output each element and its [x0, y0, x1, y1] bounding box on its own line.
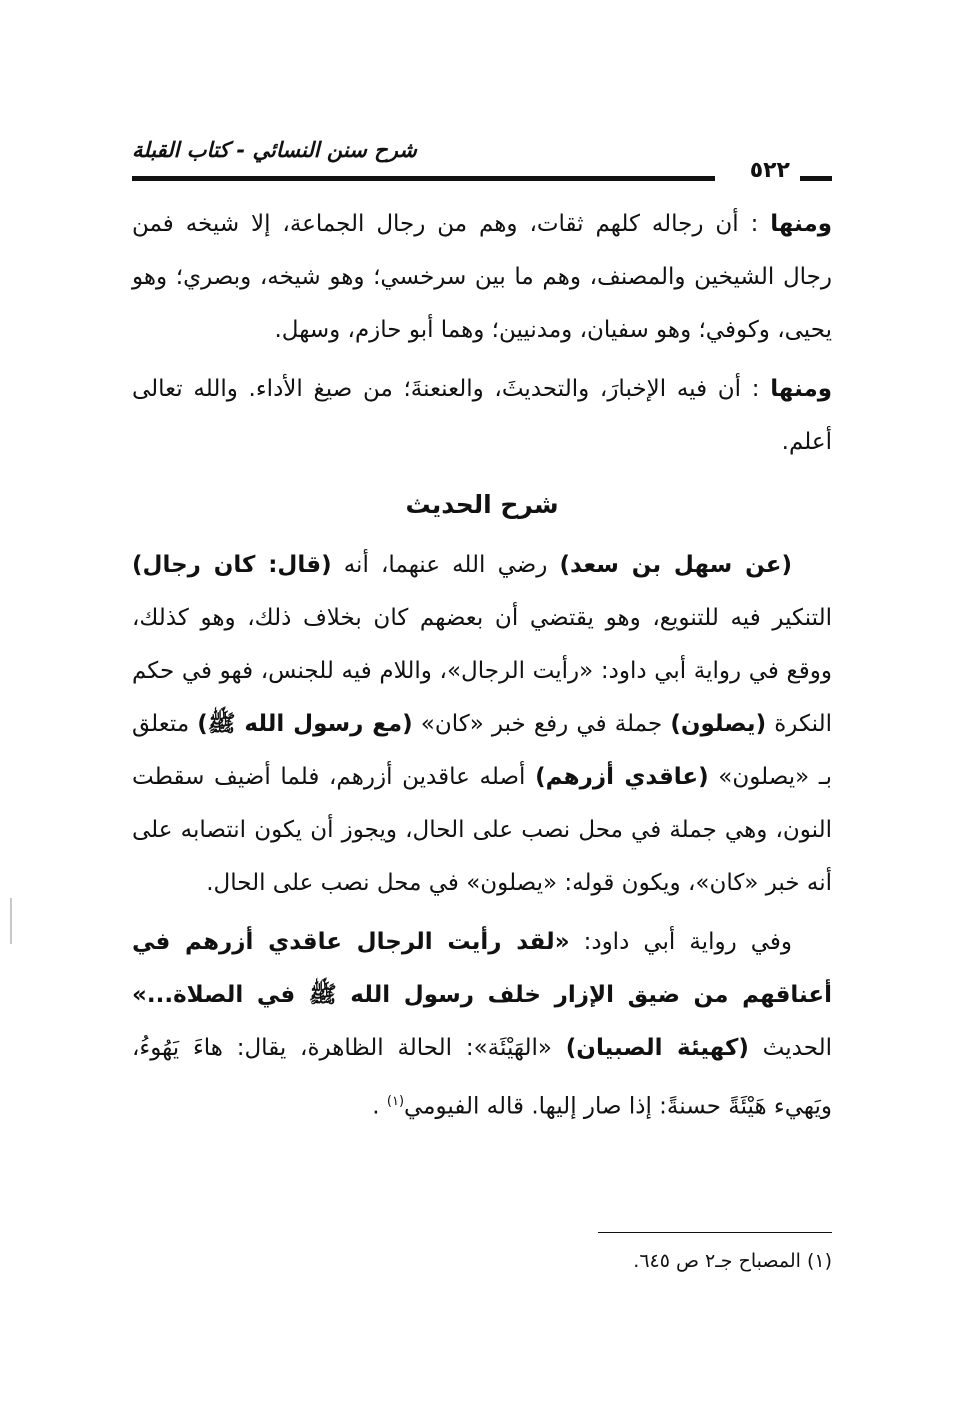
paragraph-hadith-commentary: [132, 539, 832, 910]
paragraph-text: : أن رجاله كلهم ثقات، وهم من رجال الجماعة، إلا شيخه فمن رجال الشيخين والمصنف، وهم ما بين سرخسي؛ وهو شيخه، وبصري؛ وهو يحيى، وكوفي؛ وهو سفيان، ومدنيين؛ وهما أبو حازم، وسهل.: [132, 211, 832, 343]
page-number: ٥٢٢: [749, 158, 790, 183]
paragraph-text: .: [372, 1093, 387, 1120]
section-title: شرح الحديث: [405, 490, 559, 519]
paragraph-chain-forms: [132, 363, 832, 469]
paragraph-text: وفي رواية أبي داود:: [569, 929, 792, 955]
quoted-phrase: (كهيئة الصبيان): [565, 1035, 749, 1061]
footnote-rule: [598, 1232, 832, 1233]
paragraph-text: «الهَيْئَة»: الحالة الظاهرة، يقال: هاءَ يَهُوءُ، ويَهيء هَيْئَةً حسنةً: إذا صار إليها. قاله الفيومي: [132, 1035, 832, 1120]
paragraph-text: الحديث: [748, 1035, 832, 1061]
paragraph-text: التنكير فيه للتنويع، وهو يقتضي أن بعضهم كان بخلاف ذلك، وهو كذلك، ووقع في رواية أبي داود: «رأيت الرجال»، واللام فيه للجنس، فهو في حكم النكرة: [132, 605, 832, 737]
quoted-phrase: (عاقدي أزرهم): [535, 764, 709, 790]
paragraph-text: : أن فيه الإخبارَ، والتحديثَ، والعنعنةَ؛ من صيغ الأداء. والله تعالى أعلم.: [132, 376, 832, 455]
quoted-phrase: «لقد رأيت الرجال عاقدي أزرهم في أعناقهم من ضيق الإزار خلف رسول الله ﷺ في الصلاة...»: [132, 929, 832, 1008]
paragraph-text: أصله عاقدين أزرهم، فلما أضيف سقطت النون، وهي جملة في محل نصب على الحال، ويجوز أن يكون انتصابه على أنه خبر «كان»، ويكون قوله: «يصلون» في محل نصب على الحال.: [132, 764, 832, 896]
paragraph-lead: ومنها: [770, 376, 832, 402]
quoted-phrase: (مع رسول الله ﷺ): [197, 711, 413, 737]
paragraph-lead: ومنها: [770, 211, 832, 237]
paragraph-text: رضي الله عنهما، أنه: [331, 552, 560, 578]
scan-margin-mark: [10, 898, 12, 944]
running-title: شرح سنن النسائي - كتاب القبلة: [132, 138, 417, 162]
paragraph-narrators: [132, 198, 832, 357]
main-text: [132, 198, 832, 1134]
paragraph-text: جملة في رفع خبر «كان»: [412, 711, 671, 737]
quoted-phrase: (قال: كان رجال): [132, 552, 332, 578]
quoted-phrase: (عن سهل بن سعد): [559, 552, 792, 578]
paragraph-text: متعلق بـ «يصلون»: [132, 711, 833, 790]
paragraph-abu-dawud: [132, 916, 832, 1134]
header-rule: [132, 176, 715, 181]
footnote: (١) المصباح جـ٢ ص ٦٤٥.: [633, 1250, 832, 1272]
quoted-phrase: (يصلون): [670, 711, 767, 737]
footnote-marker[interactable]: (١): [386, 1094, 405, 1109]
page-number-rule: [800, 176, 832, 181]
page-header: [132, 138, 832, 188]
